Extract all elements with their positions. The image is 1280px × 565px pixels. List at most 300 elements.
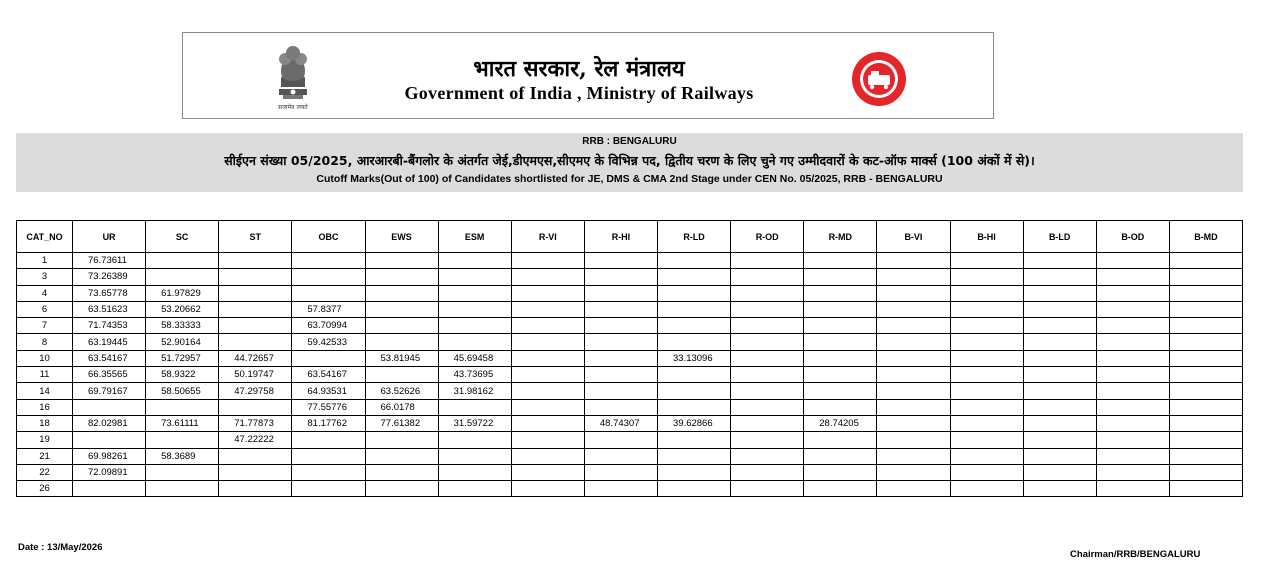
cutoff-cell [877, 481, 950, 497]
cutoff-cell [365, 334, 438, 350]
cutoff-cell: 71.74353 [73, 318, 146, 334]
cutoff-cell [1096, 334, 1169, 350]
title-banner [16, 133, 1243, 192]
cutoff-cell [511, 432, 584, 448]
cutoff-cell [365, 318, 438, 334]
cutoff-cell [804, 253, 877, 269]
cutoff-cell [731, 415, 804, 431]
cutoff-cell: 52.90164 [146, 334, 219, 350]
cutoff-cell [804, 383, 877, 399]
cutoff-cell [1023, 253, 1096, 269]
cutoff-cell [73, 399, 146, 415]
cutoff-cell: 58.9322 [146, 367, 219, 383]
cutoff-cell [511, 301, 584, 317]
signatory: Chairman/RRB/BENGALURU [1070, 549, 1201, 560]
cutoff-cell [950, 415, 1023, 431]
category-number-cell: 11 [17, 367, 73, 383]
cutoff-cell [219, 301, 292, 317]
cutoff-cell [804, 367, 877, 383]
cutoff-cell: 69.98261 [73, 448, 146, 464]
issue-date: Date : 13/May/2026 [18, 542, 103, 553]
cutoff-cell [365, 269, 438, 285]
cutoff-cell: 63.51623 [73, 301, 146, 317]
cutoff-cell [731, 367, 804, 383]
cutoff-cell [1169, 285, 1242, 301]
cutoff-cell [877, 318, 950, 334]
cutoff-cell: 63.52626 [365, 383, 438, 399]
cutoff-cell [438, 464, 511, 480]
cutoff-cell [365, 301, 438, 317]
cutoff-cell [365, 448, 438, 464]
cutoff-cell [731, 269, 804, 285]
cutoff-cell [219, 334, 292, 350]
cutoff-cell: 61.97829 [146, 285, 219, 301]
cutoff-cell [1169, 399, 1242, 415]
cutoff-cell [584, 318, 657, 334]
column-header: R-MD [804, 221, 877, 253]
cutoff-cell [1023, 383, 1096, 399]
column-header: UR [73, 221, 146, 253]
cutoff-cell [1096, 415, 1169, 431]
emblem-motto: सत्यमेव जयते [278, 104, 308, 111]
category-number-cell: 4 [17, 285, 73, 301]
cutoff-cell [438, 399, 511, 415]
cutoff-cell: 63.54167 [292, 367, 365, 383]
cutoff-cell [511, 383, 584, 399]
cutoff-cell [1169, 269, 1242, 285]
table-row [17, 383, 1243, 399]
cutoff-cell [1096, 367, 1169, 383]
cutoff-cell [1096, 481, 1169, 497]
cutoff-cell [877, 464, 950, 480]
table-row [17, 367, 1243, 383]
table-row [17, 285, 1243, 301]
cutoff-cell: 66.0178 [365, 399, 438, 415]
cutoff-cell [292, 448, 365, 464]
cutoff-cell [511, 350, 584, 366]
cutoff-cell [1169, 481, 1242, 497]
cutoff-cell [438, 269, 511, 285]
cutoff-cell [1023, 301, 1096, 317]
cutoff-cell [1169, 334, 1242, 350]
cutoff-cell: 58.3689 [146, 448, 219, 464]
cutoff-cell: 33.13096 [658, 350, 731, 366]
cutoff-cell [950, 383, 1023, 399]
cutoff-cell: 43.73695 [438, 367, 511, 383]
cutoff-cell [950, 464, 1023, 480]
cutoff-cell [511, 334, 584, 350]
cutoff-cell: 73.26389 [73, 269, 146, 285]
cutoff-cell [950, 285, 1023, 301]
table-header-row [17, 221, 1243, 253]
cutoff-cell [584, 253, 657, 269]
cutoff-cell: 59.42533 [292, 334, 365, 350]
table-body [17, 253, 1243, 497]
column-header: B-MD [1169, 221, 1242, 253]
cutoff-cell [1169, 448, 1242, 464]
cutoff-cell [804, 318, 877, 334]
cutoff-cell [365, 432, 438, 448]
cutoff-cell [1096, 318, 1169, 334]
cutoff-cell [146, 464, 219, 480]
cutoff-cell [219, 269, 292, 285]
category-number-cell: 3 [17, 269, 73, 285]
table-row [17, 334, 1243, 350]
cutoff-cell [658, 448, 731, 464]
cutoff-cell [877, 367, 950, 383]
cutoff-cell: 58.33333 [146, 318, 219, 334]
cutoff-cell [804, 285, 877, 301]
cutoff-cell: 53.81945 [365, 350, 438, 366]
cutoff-cell: 77.61382 [365, 415, 438, 431]
category-number-cell: 1 [17, 253, 73, 269]
cutoff-cell [1023, 269, 1096, 285]
cutoff-cell [365, 285, 438, 301]
cutoff-cell [219, 481, 292, 497]
table-row [17, 415, 1243, 431]
cutoff-cell: 58.50655 [146, 383, 219, 399]
cutoff-cell: 51.72957 [146, 350, 219, 366]
cutoff-cell [950, 432, 1023, 448]
cutoff-cell: 77.55776 [292, 399, 365, 415]
cutoff-cell [731, 318, 804, 334]
cutoff-cell [804, 301, 877, 317]
cutoff-cell: 63.70994 [292, 318, 365, 334]
cutoff-cell [1096, 285, 1169, 301]
category-number-cell: 8 [17, 334, 73, 350]
cutoff-cell [658, 301, 731, 317]
cutoff-cell [584, 301, 657, 317]
cutoff-cell [731, 464, 804, 480]
cutoff-cell [365, 367, 438, 383]
cutoff-cell [1023, 448, 1096, 464]
cutoff-cell [511, 253, 584, 269]
cutoff-cell [584, 334, 657, 350]
column-header: ESM [438, 221, 511, 253]
cutoff-cell [658, 464, 731, 480]
cutoff-cell [950, 301, 1023, 317]
cutoff-cell [438, 253, 511, 269]
cutoff-cell [950, 481, 1023, 497]
cutoff-cell [658, 399, 731, 415]
column-header: EWS [365, 221, 438, 253]
cutoff-cell [658, 432, 731, 448]
cutoff-cell [731, 432, 804, 448]
cutoff-cell [950, 253, 1023, 269]
cutoff-cell [950, 399, 1023, 415]
cutoff-cell: 57.8377 [292, 301, 365, 317]
cutoff-cell [731, 481, 804, 497]
indian-railways-logo-icon [851, 51, 907, 107]
banner-english-title: Cutoff Marks(Out of 100) of Candidates shortlisted for JE, DMS & CMA 2nd Stage under CEN No. 05/2025, RRB - BENGALURU [316, 173, 943, 185]
cutoff-cell [1023, 415, 1096, 431]
column-header: B-OD [1096, 221, 1169, 253]
cutoff-cell: 48.74307 [584, 415, 657, 431]
cutoff-cell [1023, 399, 1096, 415]
cutoff-cell [731, 285, 804, 301]
cutoff-cell [292, 481, 365, 497]
cutoff-cell [804, 399, 877, 415]
cutoff-table [16, 220, 1243, 497]
cutoff-cell [731, 350, 804, 366]
cutoff-cell: 66.35565 [73, 367, 146, 383]
cutoff-cell [219, 285, 292, 301]
cutoff-cell: 71.77873 [219, 415, 292, 431]
cutoff-cell: 28.74205 [804, 415, 877, 431]
cutoff-cell [658, 318, 731, 334]
column-header: B-VI [877, 221, 950, 253]
cutoff-cell [804, 334, 877, 350]
cutoff-cell [1169, 318, 1242, 334]
cutoff-cell [146, 253, 219, 269]
cutoff-cell: 39.62866 [658, 415, 731, 431]
cutoff-cell [584, 350, 657, 366]
cutoff-cell [877, 334, 950, 350]
cutoff-cell: 81.17762 [292, 415, 365, 431]
cutoff-cell [950, 269, 1023, 285]
cutoff-cell [1023, 350, 1096, 366]
cutoff-cell [584, 285, 657, 301]
column-header: OBC [292, 221, 365, 253]
cutoff-cell [511, 318, 584, 334]
cutoff-cell [658, 269, 731, 285]
category-number-cell: 10 [17, 350, 73, 366]
cutoff-cell: 72.09891 [73, 464, 146, 480]
cutoff-cell [804, 481, 877, 497]
category-number-cell: 6 [17, 301, 73, 317]
cutoff-cell [511, 464, 584, 480]
cutoff-cell [1169, 464, 1242, 480]
cutoff-cell [804, 269, 877, 285]
cutoff-cell [146, 399, 219, 415]
letterhead [182, 32, 994, 119]
cutoff-cell [804, 464, 877, 480]
column-header: CAT_NO [17, 221, 73, 253]
cutoff-cell [950, 318, 1023, 334]
banner-hindi-title: सीईएन संख्या 05/2025, आरआरबी-बैंगलोर के अंतर्गत जेई,डीएमएस,सीएमए के विभिन्न पद, द्वितीय चरण के लिए चुने गए उम्मीदवारों के कट-ऑफ मार्क्स (100 अंकों में से)। [224, 153, 1035, 168]
cutoff-cell [511, 415, 584, 431]
cutoff-cell [1169, 367, 1242, 383]
cutoff-cell: 82.02981 [73, 415, 146, 431]
cutoff-cell [146, 481, 219, 497]
cutoff-cell [584, 269, 657, 285]
cutoff-cell [292, 350, 365, 366]
cutoff-cell [877, 432, 950, 448]
cutoff-cell [877, 269, 950, 285]
cutoff-cell [731, 399, 804, 415]
cutoff-cell [1096, 399, 1169, 415]
cutoff-cell [1023, 334, 1096, 350]
cutoff-cell [219, 464, 292, 480]
cutoff-cell [73, 432, 146, 448]
table-row [17, 253, 1243, 269]
column-header: B-LD [1023, 221, 1096, 253]
banner-rrb-name: RRB : BENGALURU [582, 136, 677, 147]
cutoff-cell [658, 367, 731, 383]
cutoff-cell [438, 481, 511, 497]
national-emblem-icon [271, 41, 315, 109]
cutoff-cell [950, 334, 1023, 350]
cutoff-cell: 45.69458 [438, 350, 511, 366]
category-number-cell: 22 [17, 464, 73, 480]
column-header: ST [219, 221, 292, 253]
cutoff-cell [511, 285, 584, 301]
cutoff-cell [731, 253, 804, 269]
category-number-cell: 7 [17, 318, 73, 334]
cutoff-cell [950, 367, 1023, 383]
table-row [17, 399, 1243, 415]
cutoff-cell [438, 432, 511, 448]
cutoff-cell [877, 285, 950, 301]
cutoff-cell [219, 448, 292, 464]
cutoff-cell [804, 448, 877, 464]
cutoff-cell [731, 448, 804, 464]
cutoff-cell: 44.72657 [219, 350, 292, 366]
cutoff-cell [877, 399, 950, 415]
cutoff-cell [511, 399, 584, 415]
cutoff-cell [877, 301, 950, 317]
table-row [17, 432, 1243, 448]
cutoff-cell [511, 481, 584, 497]
cutoff-cell [1096, 464, 1169, 480]
cutoff-cell [511, 367, 584, 383]
column-header: SC [146, 221, 219, 253]
cutoff-cell: 50.19747 [219, 367, 292, 383]
title-hindi: भारत सरकार, रेल मंत्रालय [473, 56, 685, 82]
cutoff-cell [658, 285, 731, 301]
cutoff-cell: 47.29758 [219, 383, 292, 399]
category-number-cell: 14 [17, 383, 73, 399]
cutoff-cell [365, 253, 438, 269]
cutoff-cell [804, 432, 877, 448]
cutoff-cell [146, 432, 219, 448]
cutoff-cell [877, 383, 950, 399]
cutoff-cell [584, 399, 657, 415]
cutoff-cell: 69.79167 [73, 383, 146, 399]
table-row [17, 481, 1243, 497]
cutoff-cell [365, 464, 438, 480]
column-header: R-HI [584, 221, 657, 253]
cutoff-cell [877, 253, 950, 269]
category-number-cell: 19 [17, 432, 73, 448]
cutoff-cell [584, 367, 657, 383]
cutoff-cell [1023, 432, 1096, 448]
cutoff-cell [219, 399, 292, 415]
cutoff-cell [731, 334, 804, 350]
cutoff-cell [877, 415, 950, 431]
cutoff-cell: 63.19445 [73, 334, 146, 350]
cutoff-cell: 73.61111 [146, 415, 219, 431]
cutoff-cell [292, 253, 365, 269]
cutoff-cell [1023, 481, 1096, 497]
cutoff-cell [1096, 269, 1169, 285]
cutoff-cell [877, 350, 950, 366]
table-row [17, 318, 1243, 334]
cutoff-cell [511, 269, 584, 285]
cutoff-cell [584, 448, 657, 464]
cutoff-cell [438, 448, 511, 464]
cutoff-cell [658, 481, 731, 497]
title-english: Government of India , Ministry of Railways [404, 83, 754, 103]
cutoff-cell [1096, 432, 1169, 448]
cutoff-cell [292, 464, 365, 480]
cutoff-cell [1169, 253, 1242, 269]
cutoff-cell: 31.98162 [438, 383, 511, 399]
cutoff-cell [219, 318, 292, 334]
cutoff-cell: 47.22222 [219, 432, 292, 448]
cutoff-cell [1096, 253, 1169, 269]
cutoff-cell [365, 481, 438, 497]
cutoff-cell [438, 334, 511, 350]
cutoff-cell [292, 285, 365, 301]
cutoff-cell [804, 350, 877, 366]
cutoff-cell [1169, 350, 1242, 366]
cutoff-cell [950, 350, 1023, 366]
cutoff-cell [1096, 301, 1169, 317]
cutoff-cell [1169, 432, 1242, 448]
category-number-cell: 16 [17, 399, 73, 415]
cutoff-cell [1023, 318, 1096, 334]
category-number-cell: 18 [17, 415, 73, 431]
cutoff-cell [1169, 415, 1242, 431]
column-header: R-LD [658, 221, 731, 253]
cutoff-cell [292, 432, 365, 448]
cutoff-cell [146, 269, 219, 285]
category-number-cell: 26 [17, 481, 73, 497]
cutoff-cell [584, 464, 657, 480]
cutoff-cell [584, 383, 657, 399]
cutoff-cell: 53.20662 [146, 301, 219, 317]
cutoff-cell [731, 301, 804, 317]
table-row [17, 448, 1243, 464]
column-header: B-HI [950, 221, 1023, 253]
category-number-cell: 21 [17, 448, 73, 464]
cutoff-cell: 73.65778 [73, 285, 146, 301]
cutoff-cell [658, 253, 731, 269]
cutoff-cell [877, 448, 950, 464]
table-row [17, 301, 1243, 317]
column-header: R-VI [511, 221, 584, 253]
cutoff-cell [658, 383, 731, 399]
cutoff-cell [438, 285, 511, 301]
table-row [17, 269, 1243, 285]
cutoff-cell [438, 301, 511, 317]
table-row [17, 464, 1243, 480]
table-row [17, 350, 1243, 366]
column-header: R-OD [731, 221, 804, 253]
cutoff-cell [584, 481, 657, 497]
cutoff-cell [658, 334, 731, 350]
cutoff-cell [1169, 383, 1242, 399]
cutoff-cell: 64.93531 [292, 383, 365, 399]
cutoff-cell [511, 448, 584, 464]
cutoff-cell [438, 318, 511, 334]
cutoff-cell: 63.54167 [73, 350, 146, 366]
cutoff-cell [1023, 367, 1096, 383]
cutoff-cell [292, 269, 365, 285]
cutoff-cell [950, 448, 1023, 464]
cutoff-cell [1096, 383, 1169, 399]
cutoff-cell [1023, 464, 1096, 480]
cutoff-cell [731, 383, 804, 399]
cutoff-cell [1169, 301, 1242, 317]
cutoff-cell [219, 253, 292, 269]
cutoff-cell: 76.73611 [73, 253, 146, 269]
cutoff-cell [1096, 350, 1169, 366]
cutoff-cell: 31.59722 [438, 415, 511, 431]
cutoff-cell [73, 481, 146, 497]
cutoff-cell [1023, 285, 1096, 301]
